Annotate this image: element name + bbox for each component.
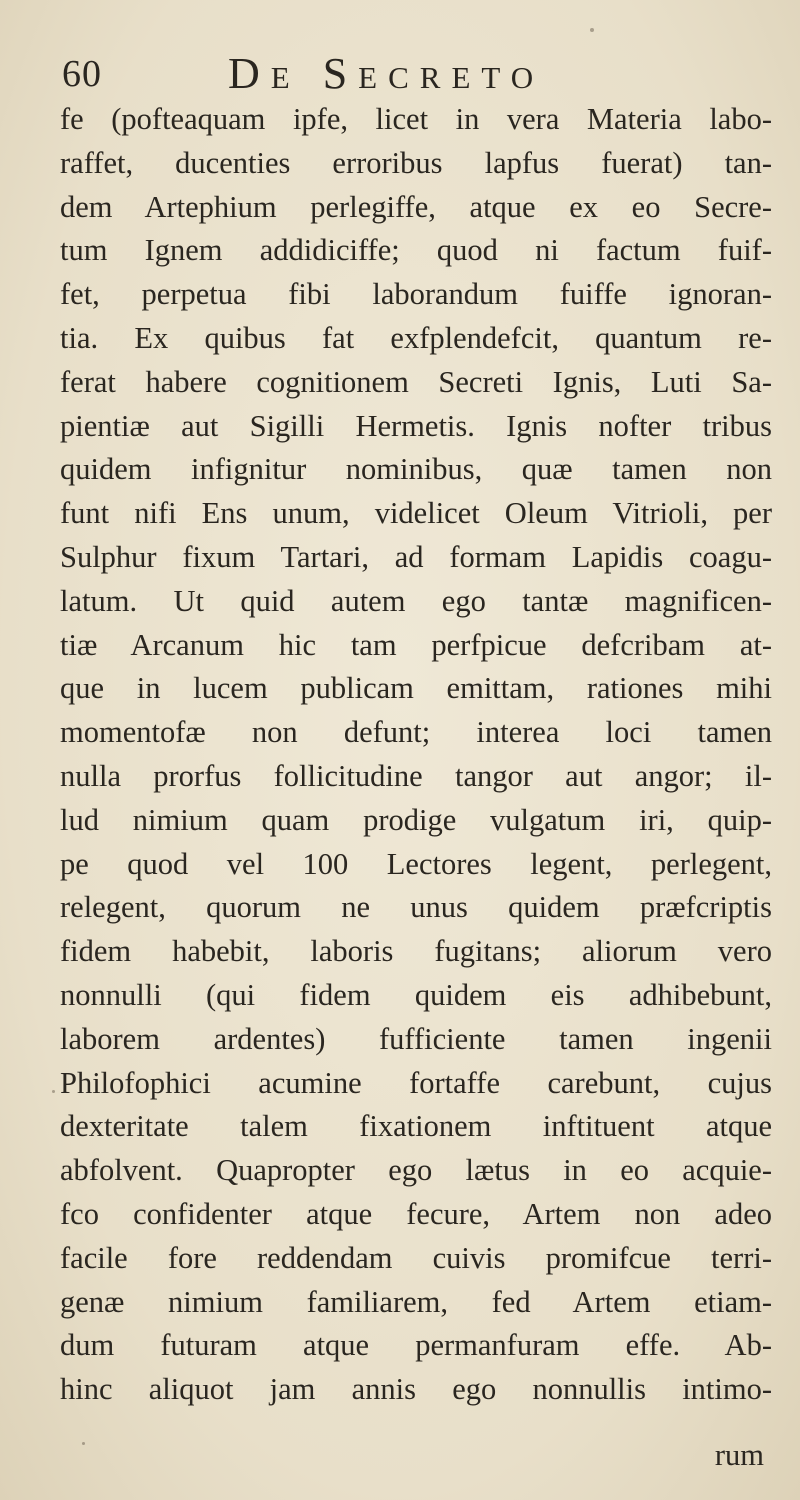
text-line: hinc aliquot jam annis ego nonnullis intimo- xyxy=(60,1372,772,1407)
text-line: raffet, ducenties erroribus lapfus fuerat) tan- xyxy=(60,145,772,180)
text-line: abfolvent. Quapropter ego lætus in eo acquie- xyxy=(60,1153,772,1188)
text-line: que in lucem publicam emittam, rationes mihi xyxy=(60,671,772,706)
text-line: quidem infignitur nominibus, quæ tamen non xyxy=(60,452,772,487)
text-line: Philofophici acumine fortaffe carebunt, cujus xyxy=(60,1065,772,1100)
text-line: fidem habebit, laboris fugitans; aliorum vero xyxy=(60,934,772,969)
text-line: nonnulli (qui fidem quidem eis adhibebunt, xyxy=(60,977,772,1012)
text-line: pientiæ aut Sigilli Hermetis. Ignis nofter tribus xyxy=(60,408,772,443)
text-line: lud nimium quam prodige vulgatum iri, quip- xyxy=(60,802,772,837)
text-line: fco confidenter atque fecure, Artem non adeo xyxy=(60,1196,772,1231)
paper-speck xyxy=(590,28,594,32)
page-number: 60 xyxy=(62,53,102,95)
text-line: fe (pofteaquam ipfe, licet in vera Materia labo- xyxy=(60,102,772,136)
text-line: tia. Ex quibus fat exfplendefcit, quantum re- xyxy=(60,320,772,355)
text-line: dexteritate talem fixationem inftituent atque xyxy=(60,1109,772,1144)
text-line: dum futuram atque permanfuram effe. Ab- xyxy=(60,1328,772,1363)
paper-speck xyxy=(82,1442,85,1445)
text-line: genæ nimium familiarem, fed Artem etiam- xyxy=(60,1284,772,1319)
text-line: relegent, quorum ne unus quidem præfcriptis xyxy=(60,890,772,925)
running-title: De Secreto xyxy=(228,49,545,98)
text-line: funt nifi Ens unum, videlicet Oleum Vitrioli, per xyxy=(60,496,772,531)
body-text xyxy=(60,98,772,1412)
text-line: latum. Ut quid autem ego tantæ magnificen- xyxy=(60,583,772,618)
text-line: laborem ardentes) fufficiente tamen ingenii xyxy=(60,1021,772,1056)
running-head xyxy=(60,44,760,104)
text-line: nulla prorfus follicitudine tangor aut angor; il- xyxy=(60,758,772,793)
text-line: dem Artephium perlegiffe, atque ex eo Secre- xyxy=(60,189,772,224)
text-line: tiæ Arcanum hic tam perfpicue defcribam at- xyxy=(60,627,772,662)
paper-speck xyxy=(52,1090,55,1093)
text-line: momentofæ non defunt; interea loci tamen xyxy=(60,715,772,750)
text-line: facile fore reddendam cuivis promifcue terri- xyxy=(60,1240,772,1275)
text-line: fet, perpetua fibi laborandum fuiffe ignoran- xyxy=(60,277,772,312)
text-line: Sulphur fixum Tartari, ad formam Lapidis coagu- xyxy=(60,539,772,574)
text-line: pe quod vel 100 Lectores legent, perlegent, xyxy=(60,846,772,881)
text-line: tum Ignem addidiciffe; quod ni factum fuif- xyxy=(60,233,772,268)
catchword: rum xyxy=(714,1438,764,1472)
text-line: ferat habere cognitionem Secreti Ignis, Luti Sa- xyxy=(60,364,772,399)
